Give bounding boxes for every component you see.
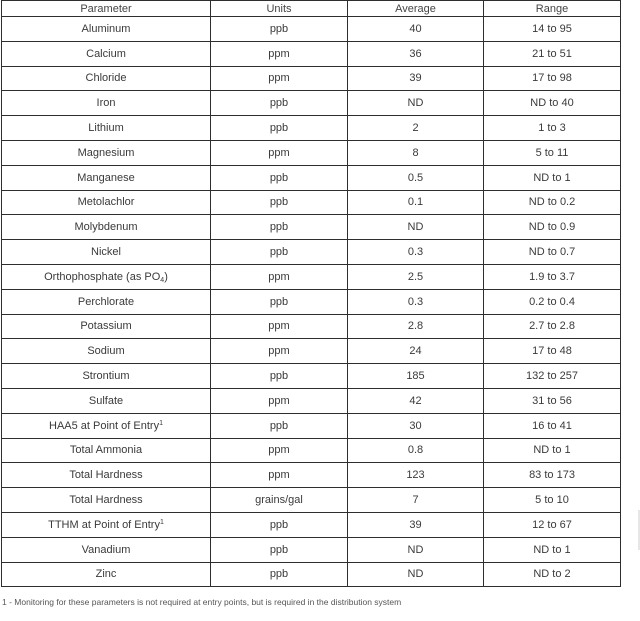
parameter-name: Vanadium (81, 543, 131, 556)
cell-average: 0.3 (348, 289, 484, 314)
cell-parameter (2, 116, 211, 141)
header-average: Average (348, 1, 484, 17)
cell-parameter (2, 66, 211, 91)
table-row (2, 17, 621, 42)
parameter-name: Nickel (91, 246, 121, 259)
table-row (2, 289, 621, 314)
cell-parameter (2, 264, 211, 289)
table-row (2, 240, 621, 265)
cell-range: ND to 40 (484, 91, 621, 116)
cell-parameter (2, 488, 211, 513)
table-row (2, 512, 621, 537)
table-row (2, 537, 621, 562)
cell-units: ppb (211, 240, 348, 265)
cell-units: ppb (211, 91, 348, 116)
cell-average: 30 (348, 413, 484, 438)
parameter-name: Zinc (95, 568, 117, 581)
cell-units: ppb (211, 512, 348, 537)
cell-average: ND (348, 562, 484, 587)
cell-average: 2.8 (348, 314, 484, 339)
cell-range: ND to 0.7 (484, 240, 621, 265)
table-row (2, 562, 621, 587)
cell-units: ppm (211, 339, 348, 364)
cell-range: ND to 1 (484, 537, 621, 562)
cell-units: ppb (211, 364, 348, 389)
table-row (2, 339, 621, 364)
footnote-marker: 1 (159, 419, 163, 427)
cell-units: ppb (211, 537, 348, 562)
cell-parameter (2, 438, 211, 463)
cell-units: ppb (211, 215, 348, 240)
table-header-row (2, 1, 621, 17)
cell-units: ppb (211, 190, 348, 215)
cell-range: 17 to 98 (484, 66, 621, 91)
table-row (2, 364, 621, 389)
cell-range: 31 to 56 (484, 388, 621, 413)
parameter-name: Lithium (88, 122, 124, 135)
cell-average: 185 (348, 364, 484, 389)
cell-average: 24 (348, 339, 484, 364)
cell-range: 17 to 48 (484, 339, 621, 364)
cell-average: 0.3 (348, 240, 484, 265)
table-row (2, 463, 621, 488)
parameter-name: Total Ammonia (69, 444, 143, 457)
cell-range: 16 to 41 (484, 413, 621, 438)
water-quality-table-container (1, 0, 620, 587)
cell-parameter (2, 240, 211, 265)
cell-average: 39 (348, 66, 484, 91)
cell-parameter (2, 562, 211, 587)
cell-average: 7 (348, 488, 484, 513)
cell-parameter (2, 17, 211, 42)
cell-range: 83 to 173 (484, 463, 621, 488)
parameter-name: Magnesium (77, 146, 135, 159)
cell-units: ppb (211, 562, 348, 587)
cell-units: ppm (211, 66, 348, 91)
parameter-name: Strontium (82, 370, 130, 383)
parameter-name: Metolachlor (77, 196, 135, 209)
cell-parameter (2, 339, 211, 364)
parameter-name: Calcium (86, 47, 126, 60)
cell-average: 0.1 (348, 190, 484, 215)
parameter-name: Chloride (85, 72, 127, 85)
cell-units: ppm (211, 264, 348, 289)
cell-range: ND to 1 (484, 165, 621, 190)
cell-parameter (2, 140, 211, 165)
cell-average: 123 (348, 463, 484, 488)
table-row (2, 413, 621, 438)
cell-units: ppm (211, 140, 348, 165)
table-row (2, 41, 621, 66)
cell-parameter (2, 215, 211, 240)
cell-range: ND to 0.9 (484, 215, 621, 240)
cell-range: 12 to 67 (484, 512, 621, 537)
table-row (2, 91, 621, 116)
footnote-marker: 1 (159, 518, 164, 526)
cell-average: ND (348, 91, 484, 116)
parameter-name: Orthophosphate (as PO (44, 270, 161, 283)
cell-average: 8 (348, 140, 484, 165)
cell-parameter (2, 512, 211, 537)
parameter-name: Sulfate (88, 394, 124, 407)
cell-range: 21 to 51 (484, 41, 621, 66)
cell-average: ND (348, 215, 484, 240)
cell-parameter (2, 289, 211, 314)
parameter-name: Molybdenum (74, 221, 138, 234)
cell-parameter (2, 165, 211, 190)
cell-range: ND to 2 (484, 562, 621, 587)
cell-range: 5 to 11 (484, 140, 621, 165)
parameter-name: Sodium (87, 345, 125, 358)
cell-units: ppm (211, 463, 348, 488)
parameter-name: Total Hardness (69, 494, 143, 507)
parameter-name: Aluminum (81, 22, 131, 35)
table-row (2, 438, 621, 463)
table-row (2, 314, 621, 339)
cell-units: ppb (211, 413, 348, 438)
cell-average: ND (348, 537, 484, 562)
cell-average: 0.5 (348, 165, 484, 190)
table-row (2, 215, 621, 240)
cell-parameter (2, 91, 211, 116)
cell-range: 132 to 257 (484, 364, 621, 389)
cell-average: 42 (348, 388, 484, 413)
cell-range: 0.2 to 0.4 (484, 289, 621, 314)
cell-units: ppb (211, 165, 348, 190)
parameter-name: Iron (96, 97, 116, 110)
cell-parameter (2, 388, 211, 413)
cell-average: 2 (348, 116, 484, 141)
cell-range: ND to 0.2 (484, 190, 621, 215)
parameter-name: Perchlorate (77, 295, 135, 308)
cell-parameter (2, 41, 211, 66)
cell-units: ppb (211, 17, 348, 42)
header-parameter: Parameter (2, 1, 211, 17)
cell-range: 5 to 10 (484, 488, 621, 513)
table-row (2, 66, 621, 91)
cell-parameter (2, 463, 211, 488)
parameter-name: HAA5 at Point of Entry (49, 419, 160, 432)
table-row (2, 488, 621, 513)
parameter-name: Total Hardness (69, 469, 143, 482)
parameter-name: Manganese (77, 171, 135, 184)
parameter-name: TTHM at Point of Entry (48, 518, 160, 531)
table-row (2, 388, 621, 413)
cell-parameter (2, 364, 211, 389)
table-row (2, 264, 621, 289)
cell-average: 0.8 (348, 438, 484, 463)
cell-average: 2.5 (348, 264, 484, 289)
cell-units: grains/gal (211, 488, 348, 513)
cell-range: 1 to 3 (484, 116, 621, 141)
water-quality-table (1, 0, 621, 587)
cell-average: 36 (348, 41, 484, 66)
cell-units: ppb (211, 289, 348, 314)
table-row (2, 165, 621, 190)
cell-average: 39 (348, 512, 484, 537)
table-row (2, 190, 621, 215)
cell-units: ppm (211, 438, 348, 463)
header-units: Units (211, 1, 348, 17)
table-body (2, 17, 621, 587)
cell-units: ppm (211, 41, 348, 66)
table-row (2, 140, 621, 165)
cell-parameter (2, 190, 211, 215)
cell-units: ppm (211, 314, 348, 339)
cell-range: 2.7 to 2.8 (484, 314, 621, 339)
cell-units: ppm (211, 388, 348, 413)
cell-parameter (2, 314, 211, 339)
cell-parameter (2, 537, 211, 562)
parameter-suffix: ) (164, 270, 168, 283)
header-range: Range (484, 1, 621, 17)
cell-range: 1.9 to 3.7 (484, 264, 621, 289)
cell-range: 14 to 95 (484, 17, 621, 42)
cell-average: 40 (348, 17, 484, 42)
cell-parameter (2, 413, 211, 438)
parameter-subscript: 4 (160, 276, 165, 284)
cell-units: ppb (211, 116, 348, 141)
footnote: 1 - Monitoring for these parameters is not required at entry points, but is required in the distribution system (2, 597, 402, 607)
parameter-name: Potassium (80, 320, 132, 333)
table-row (2, 116, 621, 141)
cell-range: ND to 1 (484, 438, 621, 463)
